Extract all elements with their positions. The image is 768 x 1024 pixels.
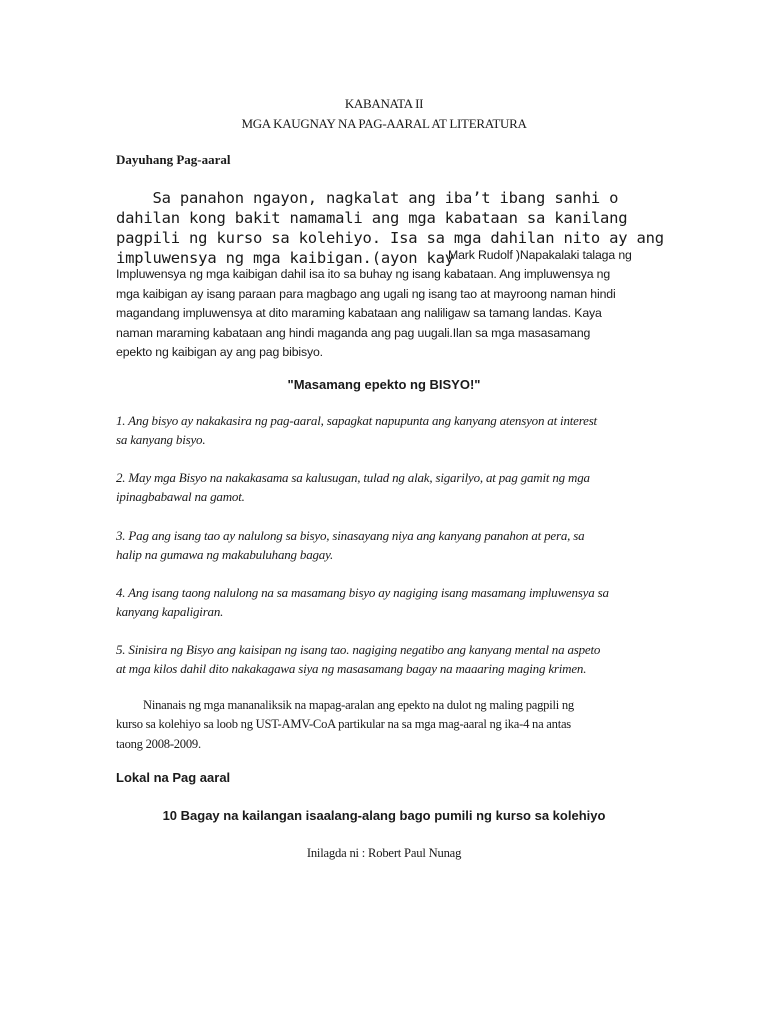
- paragraph-line: naman maraming kabataan ang hindi maganda ang pag uugali.Ilan sa mga masasamang: [116, 326, 591, 340]
- list-item: 5. Sinisira ng Bisyo ang kaisipan ng isang tao. nagiging negatibo ang kanyang mental na aspeto: [116, 642, 601, 657]
- list-item: sa kanyang bisyo.: [116, 432, 206, 447]
- paragraph-line: Impluwensya ng mga kaibigan dahil isa ito sa buhay ng isang kabataan. Ang impluwensya ng: [116, 267, 611, 281]
- list-item: 1. Ang bisyo ay nakakasira ng pag-aaral, sapagkat napupunta ang kanyang atensyon at interest: [116, 413, 597, 428]
- local-subtitle: 10 Bagay na kailangan isaalang-alang bago pumili ng kurso sa kolehiyo: [162, 808, 606, 823]
- chapter-title: KABANATA II: [344, 96, 424, 111]
- paragraph-inline-citation: Mark Rudolf )Napakalaki talaga ng: [448, 248, 632, 262]
- chapter-subject: MGA KAUGNAY NA PAG-AARAL AT LITERATURA: [241, 116, 527, 131]
- list-item: 2. May mga Bisyo na nakakasama sa kalusugan, tulad ng alak, sigarilyo, at pag gamit ng mga: [116, 470, 590, 485]
- list-item: ipinagbabawal na gamot.: [116, 489, 245, 504]
- paragraph-line: pagpili ng kurso sa kolehiyo. Isa sa mga dahilan nito ay ang: [116, 229, 664, 247]
- list-item: 3. Pag ang isang tao ay nalulong sa bisyo, sinasayang niya ang kanyang panahon at pera, sa: [116, 528, 585, 543]
- paragraph-line: taong 2008-2009.: [116, 737, 201, 751]
- paragraph-line: impluwensya ng mga kaibigan.(ayon kay: [116, 249, 454, 267]
- paragraph-line: dahilan kong bakit namamali ang mga kabataan sa kanilang: [116, 209, 628, 227]
- paragraph-line: Sa panahon ngayon, nagkalat ang iba’t ibang sanhi o: [116, 189, 619, 207]
- paragraph-line: mga kaibigan ay isang paraan para magbago ang ugali ng isang tao at mayroong naman hindi: [116, 287, 616, 301]
- paragraph-line: magandang impluwensya at dito maraming kabataan ang naliligaw sa tamang landas. Kaya: [116, 306, 602, 320]
- paragraph-line: Ninanais ng mga mananaliksik na mapag-aralan ang epekto na dulot ng maling pagpili ng: [143, 698, 574, 712]
- section-heading-foreign-study: Dayuhang Pag-aaral: [116, 152, 231, 167]
- section-heading-local-study: Lokal na Pag aaral: [116, 770, 231, 785]
- author-byline: Inilagda ni : Robert Paul Nunag: [306, 846, 462, 860]
- list-item: halip na gumawa ng makabuluhang bagay.: [116, 547, 334, 562]
- list-item: at mga kilos dahil dito nakakagawa siya ng masasamang bagay na maaaring maging krimen.: [116, 661, 587, 676]
- vice-subtitle: "Masamang epekto ng BISYO!": [287, 377, 481, 392]
- paragraph-line: kurso sa kolehiyo sa loob ng UST-AMV-CoA partikular na sa mga mag-aaral ng ika-4 na antas: [116, 717, 571, 731]
- paragraph-line: epekto ng kaibigan ay ang pag bibisyo.: [116, 345, 323, 359]
- list-item: 4. Ang isang taong nalulong na sa masamang bisyo ay nagiging isang masamang impluwensya sa: [116, 585, 609, 600]
- list-item: kanyang kapaligiran.: [116, 604, 224, 619]
